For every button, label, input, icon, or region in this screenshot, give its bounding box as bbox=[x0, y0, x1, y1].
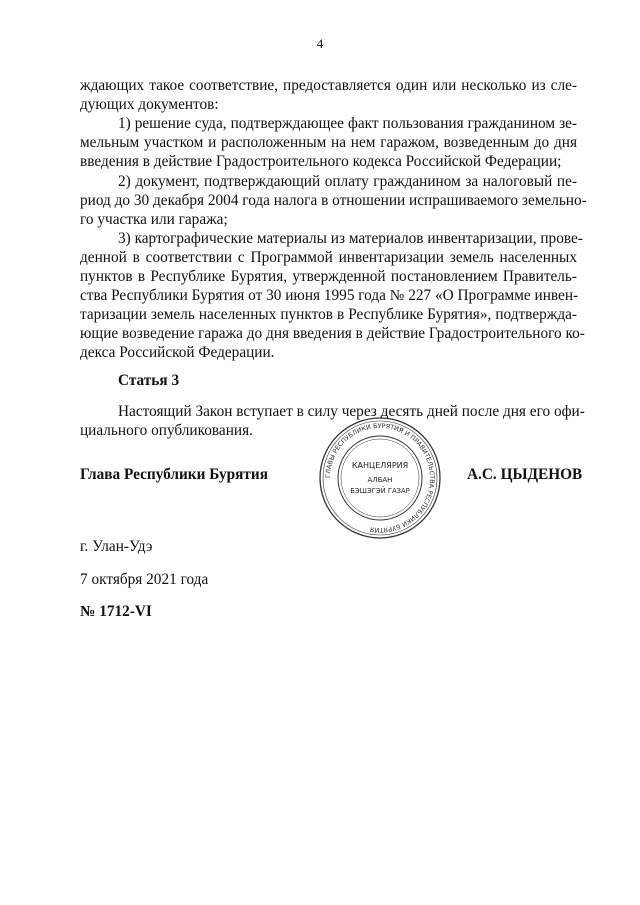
law-number: № 1712-VI bbox=[80, 603, 152, 620]
body-line: 1) решение суда, подтверждающее факт пользования гражданином зе- bbox=[118, 115, 577, 132]
body-line: декса Российской Федерации. bbox=[80, 344, 275, 361]
body-line: таризации земель населенных пунктов в Республике Бурятия», подтвержда- bbox=[80, 306, 577, 323]
seal-line-2: АЛБАН bbox=[367, 476, 393, 484]
body-line: 3) картографические материалы из материалов инвентаризации, прове- bbox=[118, 230, 583, 247]
date: 7 октября 2021 года bbox=[80, 571, 209, 588]
article-line: Настоящий Закон вступает в силу через десять дней после дня его офи- bbox=[118, 403, 585, 420]
place: г. Улан-Удэ bbox=[80, 538, 153, 555]
seal-outer-text: ГЛАВЫ РЕСПУБЛИКИ БУРЯТИЯ И ПРАВИТЕЛЬСТВА РЕСПУБЛИКИ БУРЯТИЯ bbox=[323, 421, 437, 535]
body-line: дующих документов: bbox=[80, 96, 219, 113]
signatory-name: А.С. ЦЫДЕНОВ bbox=[467, 466, 583, 483]
body-line: введения в действие Градостроительного кодекса Российской Федерации; bbox=[80, 153, 562, 170]
body-line: 2) документ, подтверждающий оплату гражданином за налоговый пе- bbox=[118, 173, 577, 190]
body-line: мельным участком и расположенным на нем гаражом, возведенным до дня bbox=[80, 134, 577, 151]
page-number: 4 bbox=[316, 36, 324, 51]
body-line: ющие возведение гаража до дня введения в действие Градостроительного ко- bbox=[80, 325, 585, 342]
seal-line-3: БЭШЭГЭЙ ГАЗАР bbox=[350, 487, 410, 495]
seal-line-1: КАНЦЕЛЯРИЯ bbox=[351, 461, 409, 470]
body-line: ждающих такое соответствие, предоставляется один или несколько из сле- bbox=[80, 77, 577, 94]
signatory-title: Глава Республики Бурятия bbox=[80, 466, 269, 483]
article-line: циального опубликования. bbox=[80, 422, 253, 439]
body-line: денной в соответствии с Программой инвентаризации земель населенных bbox=[80, 249, 577, 266]
body-line: го участка или гаража; bbox=[80, 211, 228, 228]
body-line: пунктов в Республике Бурятия, утвержденной постановлением Правитель- bbox=[80, 268, 577, 285]
official-seal bbox=[318, 416, 442, 540]
body-line: риод до 30 декабря 2004 года налога в отношении испрашиваемого земельно- bbox=[80, 192, 587, 209]
body-line: ства Республики Бурятия от 30 июня 1995 года № 227 «О Программе инвен- bbox=[80, 287, 579, 304]
article-heading: Статья 3 bbox=[118, 372, 180, 389]
